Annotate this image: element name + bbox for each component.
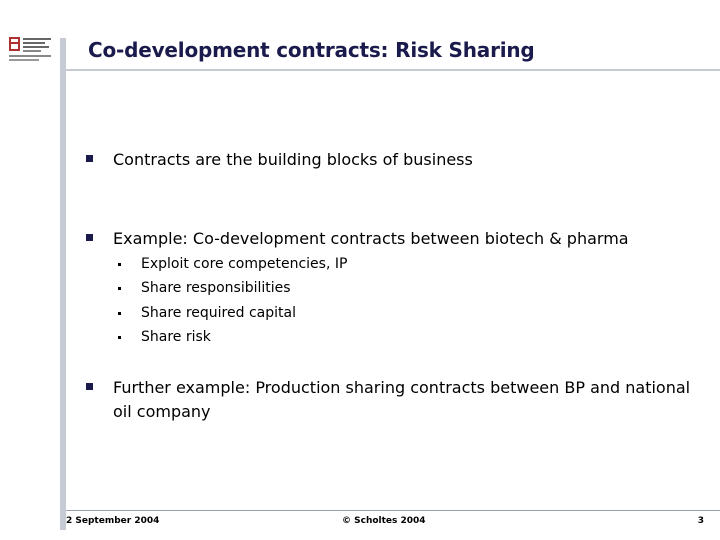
vertical-accent-bar [60,38,66,530]
title-divider [66,69,720,71]
bullet-text: Example: Co-development contracts between biotech & pharma [113,229,629,248]
square-bullet-icon [86,234,93,241]
slide-footer [66,510,720,531]
dot-bullet-icon [118,336,121,339]
sub-bullet-item [118,327,696,347]
slide-title: Co-development contracts: Risk Sharing [88,38,535,62]
footer-date: 2 September 2004 [66,516,160,526]
sub-bullet-text: Share required capital [141,305,296,321]
sub-bullet-item [118,278,696,298]
footer-copyright: © Scholtes 2004 [342,516,426,526]
bullet-item [86,148,696,172]
sub-bullet-text: Exploit core competencies, IP [141,256,348,272]
bullet-text: Contracts are the building blocks of business [113,150,473,169]
dot-bullet-icon [118,287,121,290]
sub-bullet-text: Share risk [141,329,211,345]
dot-bullet-icon [118,263,121,266]
crest-icon [8,36,56,66]
sub-bullet-item [118,254,696,274]
page-number: 3 [697,516,704,526]
sub-bullet-text: Share responsibilities [141,280,291,296]
bullet-text: Further example: Production sharing contracts between BP and national oil company [113,378,691,421]
dot-bullet-icon [118,312,121,315]
bullet-item [86,376,696,424]
square-bullet-icon [86,383,93,390]
bullet-item [86,227,696,251]
square-bullet-icon [86,155,93,162]
university-crest-logo [8,36,56,66]
sub-bullet-item [118,303,696,323]
